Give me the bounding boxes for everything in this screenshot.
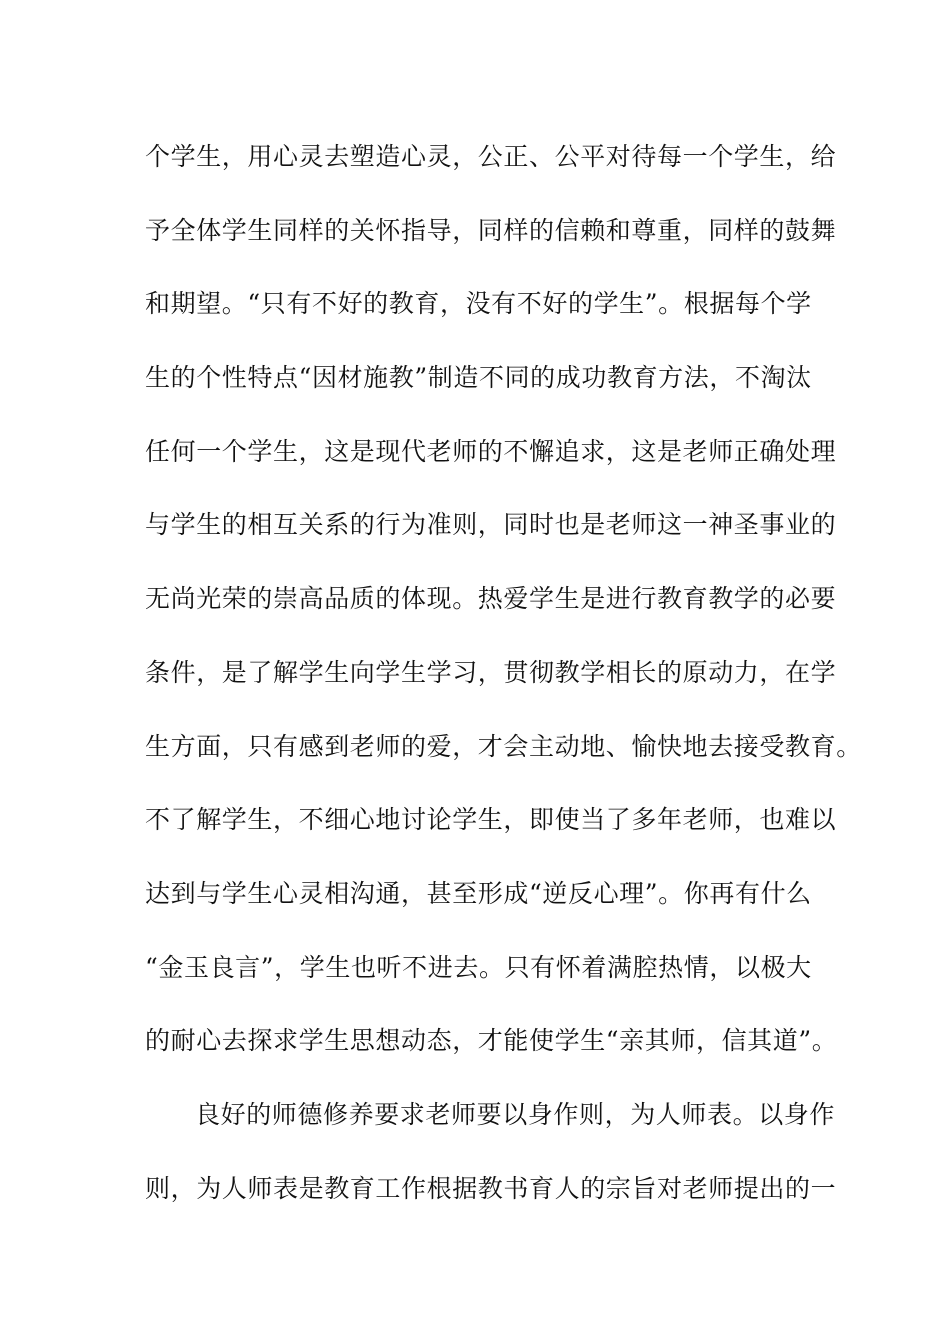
text-line: 和期望。“只有不好的教育，没有不好的学生”。根据每个学 [145,289,812,319]
text-line: 的耐心去探求学生思想动态，才能使学生“亲其师，信其道”。 [145,1026,838,1056]
text-line: 与学生的相互关系的行为准则，同时也是老师这一神圣事业的 [145,510,837,540]
text-line: 生方面，只有感到老师的爱，才会主动地、愉快地去接受教育。 [145,731,862,761]
text-line: 个学生，用心灵去塑造心灵，公正、公平对待每一个学生，给 [145,142,837,171]
body-text [145,134,862,1239]
paragraph-start-line: 良好的师德修养要求老师要以身作则，为人师表。以身作 [195,1099,836,1129]
text-line: “金玉良言”，学生也听不进去。只有怀着满腔热情，以极大 [145,952,812,982]
text-line: 任何一个学生，这是现代老师的不懈追求，这是老师正确处理 [145,436,837,466]
text-line: 生的个性特点“因材施教”制造不同的成功教育方法，不淘汰 [145,363,812,393]
text-line: 条件，是了解学生向学生学习，贯彻教学相长的原动力，在学 [145,657,837,687]
text-line: 予全体学生同样的关怀指导，同样的信赖和尊重，同样的鼓舞 [145,215,837,245]
text-line: 则，为人师表是教育工作根据教书育人的宗旨对老师提出的一 [145,1173,837,1203]
text-line: 达到与学生心灵相沟通，甚至形成“逆反心理”。你再有什么 [145,878,812,908]
text-line: 无尚光荣的崇高品质的体现。热爱学生是进行教育教学的必要 [145,584,837,614]
text-line: 不了解学生，不细心地讨论学生，即使当了多年老师，也难以 [145,805,837,835]
